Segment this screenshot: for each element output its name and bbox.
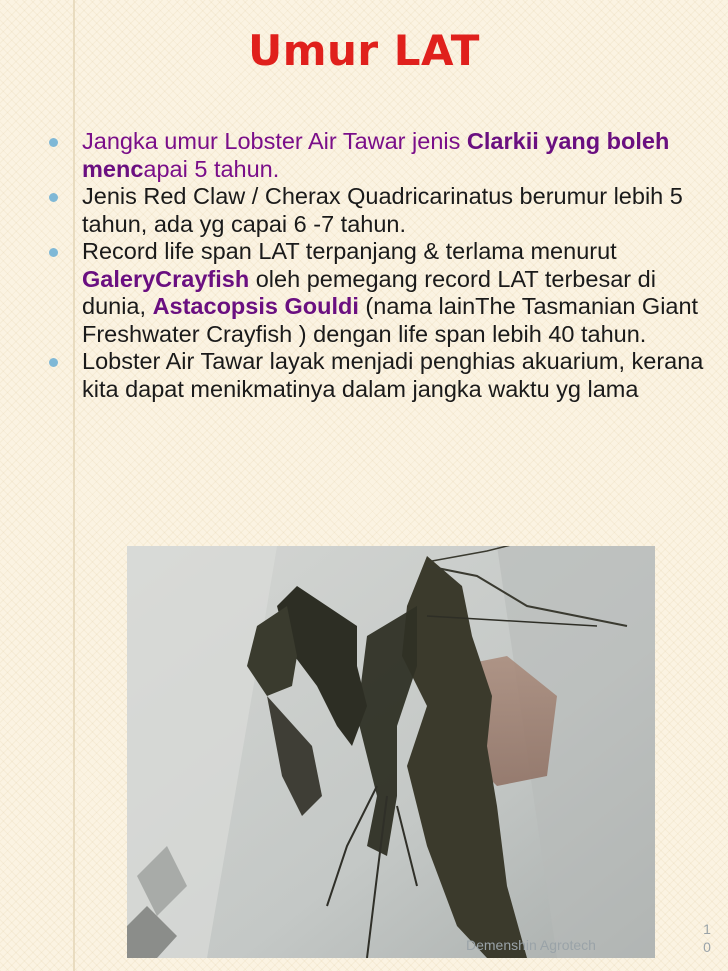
- bullet-item: [48, 128, 718, 183]
- slide-title-text: Umur LAT: [248, 26, 480, 75]
- bullet-icon: [48, 137, 59, 148]
- bullet-item: [48, 183, 718, 238]
- bullet-text-segment: Record life span LAT terpanjang & terlama menurut: [82, 238, 617, 264]
- bullet-text-segment: apai 5 tahun.: [143, 155, 280, 182]
- bullet-item: [48, 348, 718, 403]
- slide-title: [0, 26, 728, 75]
- bullet-text-segment: oleh pemegang record LAT terbesar di dunia,: [82, 265, 656, 319]
- bullet-icon: [48, 192, 59, 203]
- bullet-text-segment: GaleryCrayfish: [82, 265, 250, 292]
- crayfish-photo-image: [127, 546, 655, 958]
- bullet-icon: [48, 357, 59, 368]
- bullet-text-segment: Clarkii yang boleh menc: [82, 128, 670, 182]
- bullet-item: [48, 238, 718, 348]
- crayfish-photo: [127, 546, 655, 958]
- bullet-text-segment: (nama lainThe Tasmanian Giant Freshwater Crayfish ) dengan life span lebih 40 tahun.: [82, 293, 699, 347]
- bullet-list: [48, 128, 718, 403]
- footer-brand: Demenshin Agrotech: [466, 937, 596, 953]
- slide-number-line1: 1: [703, 921, 711, 937]
- bullet-text-segment: Jangka umur Lobster Air Tawar jenis: [82, 128, 467, 154]
- bullet-icon: [48, 247, 59, 258]
- bullet-text-segment: Astacopsis Gouldi: [152, 293, 359, 319]
- slide-number: [700, 920, 714, 956]
- bullet-text-segment: Lobster Air Tawar layak menjadi penghias akuarium, kerana kita dapat menikmatinya dalam jangka waktu yg lama: [82, 348, 704, 402]
- slide-number-line2: 0: [703, 939, 711, 955]
- bullet-text-segment: Jenis Red Claw / Cherax Quadricarinatus berumur lebih 5 tahun, ada yg capai 6 -7 tahun.: [82, 183, 683, 237]
